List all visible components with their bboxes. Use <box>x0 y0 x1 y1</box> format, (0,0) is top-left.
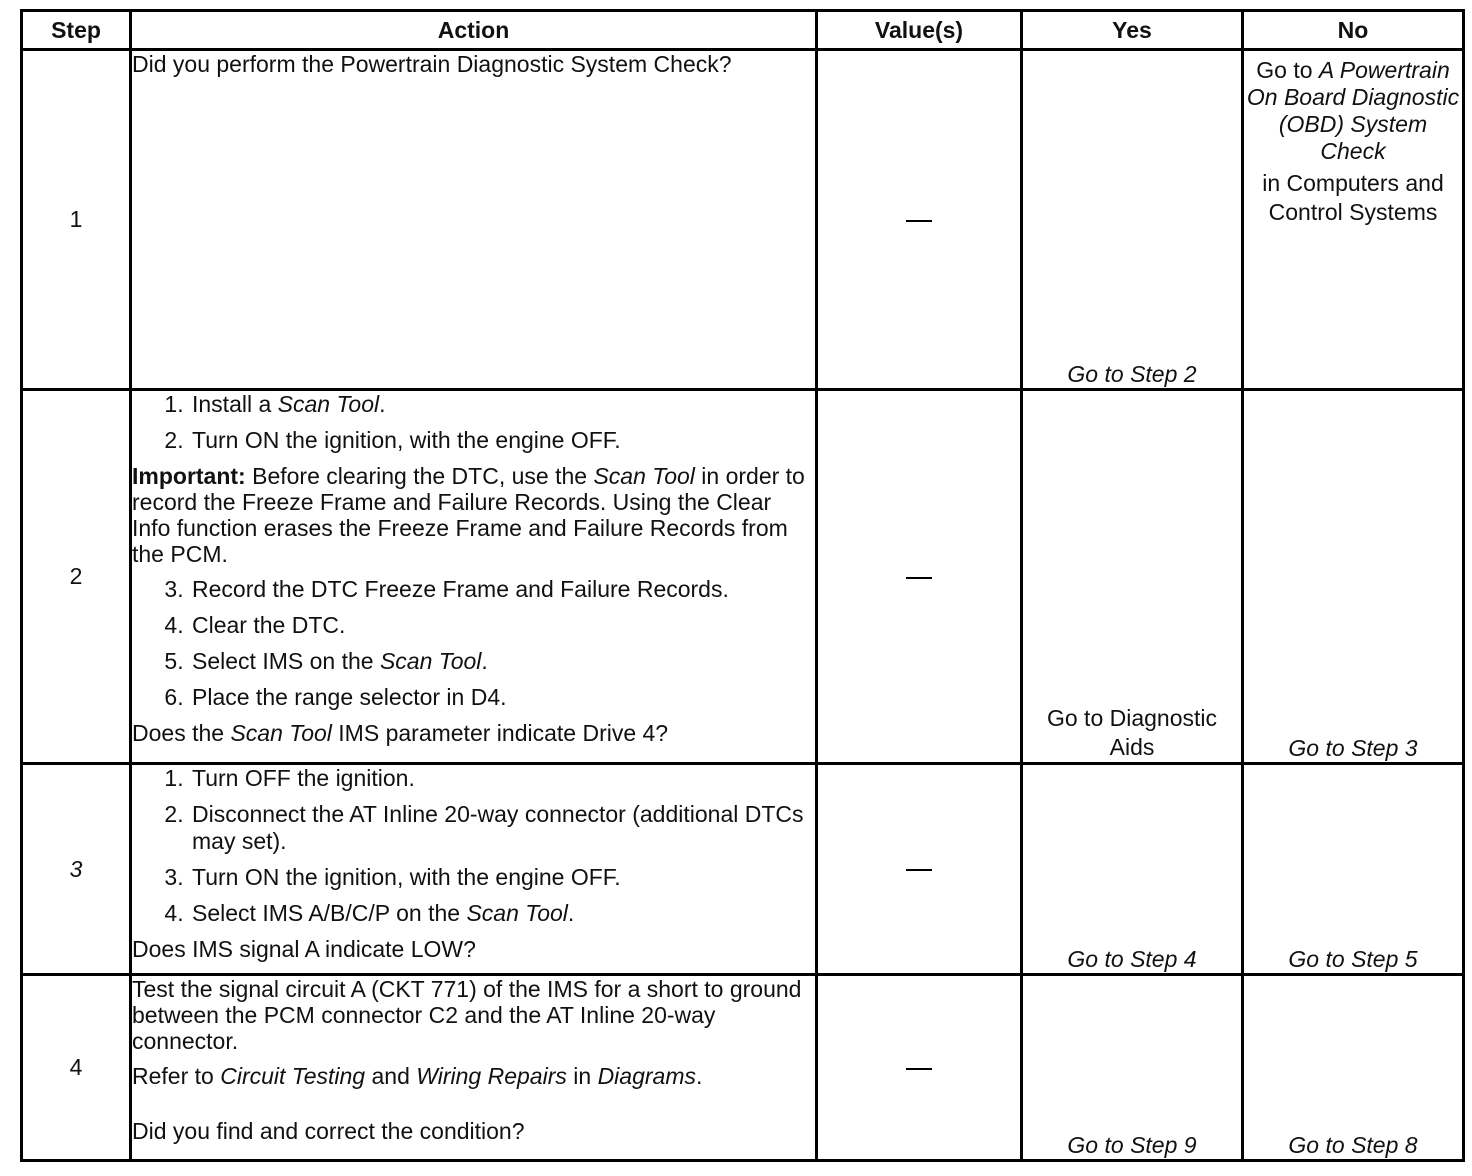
dash-mark <box>906 1068 932 1070</box>
no-link[interactable]: Go to Step 3 <box>1288 735 1418 761</box>
table-row <box>22 390 1464 764</box>
action-cell <box>131 50 817 390</box>
list-item: 2. Turn ON the ignition, with the engine OFF. <box>190 427 815 454</box>
header-yes: Yes <box>1022 11 1243 50</box>
action-question: Did you perform the Powertrain Diagnostic System Check? <box>132 51 732 77</box>
dash-mark <box>906 577 932 579</box>
no-link[interactable] <box>1244 57 1462 165</box>
yes-link[interactable]: Go to Diagnostic Aids <box>1046 705 1218 760</box>
yes-cell <box>1022 50 1243 390</box>
list-item: 1. Install a Scan Tool. <box>190 391 815 418</box>
step-number: 1 <box>22 50 131 390</box>
action-question: Does the Scan Tool IMS parameter indicate Drive 4? <box>132 720 669 746</box>
action-instruction: Test the signal circuit A (CKT 771) of the IMS for a short to ground between the PCM connector C2 and the AT Inline 20-way connector. <box>132 976 802 1054</box>
no-cell <box>1243 50 1464 390</box>
refer-note: Refer to Circuit Testing and Wiring Repairs in Diagrams. <box>132 1063 703 1089</box>
list-item: 4. Select IMS A/B/C/P on the Scan Tool. <box>190 900 815 927</box>
diagnostic-table <box>20 9 1465 1162</box>
header-values: Value(s) <box>817 11 1022 50</box>
no-link[interactable]: Go to Step 8 <box>1288 1132 1418 1158</box>
list-item: 5. Select IMS on the Scan Tool. <box>190 648 815 675</box>
yes-link[interactable]: Go to Step 2 <box>1067 361 1197 387</box>
value-cell <box>817 50 1022 390</box>
yes-cell <box>1022 975 1243 1161</box>
no-prefix: Go to <box>1256 57 1319 83</box>
table-row <box>22 764 1464 975</box>
no-cell <box>1243 975 1464 1161</box>
header-row <box>22 11 1464 50</box>
step-number: 3 <box>22 764 131 975</box>
no-cell <box>1243 390 1464 764</box>
table-row <box>22 975 1464 1161</box>
action-cell <box>131 390 817 764</box>
yes-link[interactable]: Go to Step 4 <box>1067 946 1197 972</box>
action-question: Does IMS signal A indicate LOW? <box>132 936 476 962</box>
list-item: 3. Turn ON the ignition, with the engine OFF. <box>190 864 815 891</box>
step-number: 4 <box>22 975 131 1161</box>
substep-list <box>132 576 815 711</box>
no-link[interactable]: Go to Step 5 <box>1288 946 1418 972</box>
dash-mark <box>906 220 932 222</box>
no-cell <box>1243 764 1464 975</box>
important-note: Important: Before clearing the DTC, use the Scan Tool in order to record the Freeze Frame and Failure Records. Using the Clear Info function erases the Freeze Frame and Failure Records from the PCM. <box>132 463 805 567</box>
dash-mark <box>906 869 932 871</box>
table-row <box>22 50 1464 390</box>
header-action: Action <box>131 11 817 50</box>
list-item: 6. Place the range selector in D4. <box>190 684 815 711</box>
yes-cell <box>1022 764 1243 975</box>
yes-link[interactable]: Go to Step 9 <box>1067 1132 1197 1158</box>
value-cell <box>817 390 1022 764</box>
list-item: 4. Clear the DTC. <box>190 612 815 639</box>
action-cell <box>131 764 817 975</box>
action-cell <box>131 975 817 1161</box>
step-number: 2 <box>22 390 131 764</box>
value-cell <box>817 764 1022 975</box>
list-item: 2. Disconnect the AT Inline 20-way connector (additional DTCs may set). <box>190 801 815 855</box>
list-item: 1. Turn OFF the ignition. <box>190 765 815 792</box>
header-step: Step <box>22 11 131 50</box>
yes-cell <box>1022 390 1243 764</box>
value-cell <box>817 975 1022 1161</box>
list-item: 3. Record the DTC Freeze Frame and Failure Records. <box>190 576 815 603</box>
header-no: No <box>1243 11 1464 50</box>
action-question: Did you find and correct the condition? <box>132 1118 525 1144</box>
no-link-text: A Powertrain On Board Diagnostic (OBD) System Check <box>1246 57 1460 164</box>
substep-list <box>132 765 815 927</box>
no-location: in Computers and Control Systems <box>1262 170 1444 225</box>
substep-list <box>132 391 815 454</box>
